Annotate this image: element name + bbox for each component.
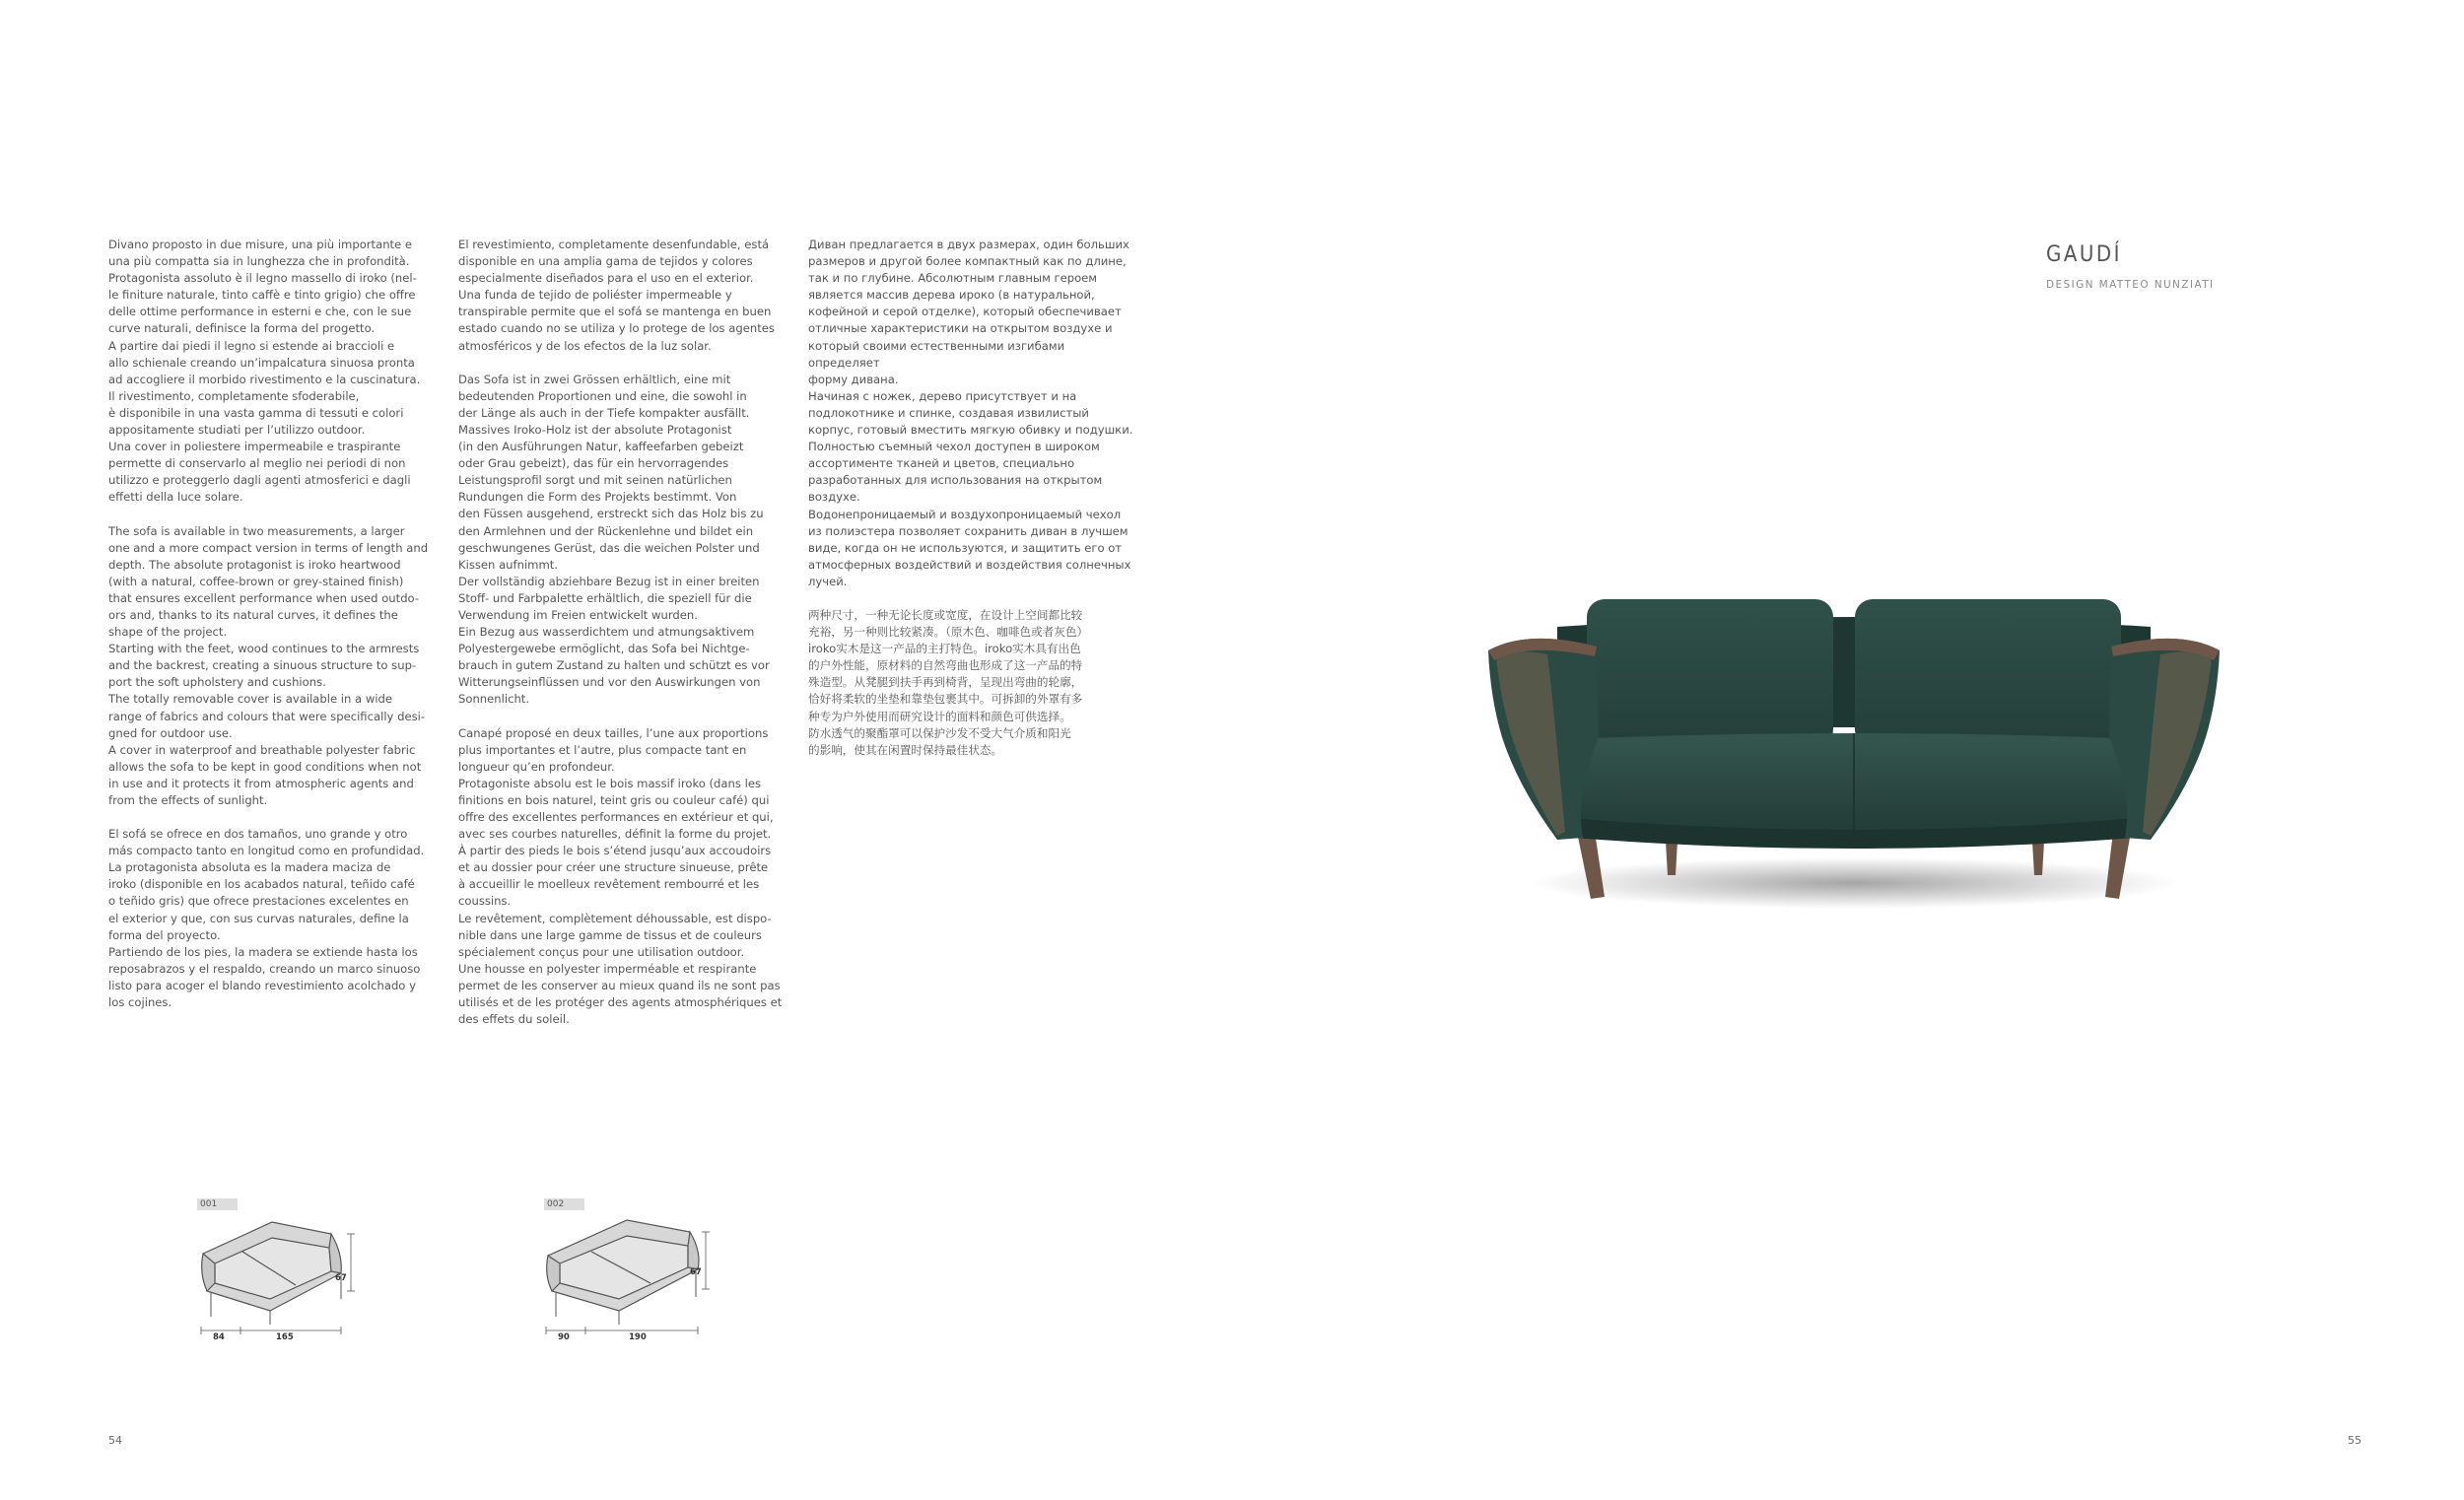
- text-column-1: [108, 237, 439, 1028]
- sofa-diagram-001: [193, 1194, 371, 1342]
- text-column-2: [458, 237, 788, 1045]
- dimension-width: 165: [276, 1332, 294, 1342]
- text-german: Das Sofa ist in zwei Grössen erhältlich, eine mit bedeutenden Proportionen und eine, die sowohl in der Länge als auch in der Tiefe kompakter ausfällt. Massives Iroko-Holz ist der absolute Protagonist (in den Ausführungen Natur, kaffeefarben gebeizt oder Grau gebeizt), das für ein hervorragendes Leistungsprofil sorgt und mit seinen natürlichen Rundungen die Form des Projekts bestimmt. Von den Füssen ausgehend, erstreckt sich das Holz bis zu den Armlehnen und der Rückenlehne und bildet ein geschwungenes Gerüst, das die weichen Polster und Kissen aufnimmt. Der vollständig abziehbare Bezug ist in einer breiten Stoff- und Farbpalette erhältlich, die speziell für die Verwendung im Freien entwickelt wurden. Ein Bezug aus wasserdichtem und atmungsaktivem Polyestergewebe ermöglicht, das Sofa bei Nichtge- brauch in gutem Zustand zu halten und schützt es vor Witterungseinflüssen und vor den Auswirkungen von Sonnenlicht.: [458, 372, 770, 707]
- dimension-width: 190: [629, 1332, 647, 1342]
- text-spanish-part-2: El revestimiento, completamente desenfundable, está disponible en una amplia gama de tejidos y colores especialmente diseñados para el uso en el exterior. Una funda de tejido de poliéster impermeable y transpirable permite que el sofá se mantenga en buen estado cuando no se utiliza y lo protege de los agentes atmosféricos y de los efectos de la luz solar.: [458, 238, 775, 353]
- dimension-depth: 90: [558, 1332, 570, 1342]
- sofa-photo: [1488, 589, 2220, 915]
- text-chinese: 两种尺寸，一种无论长度或宽度，在设计上空间都比较 充裕，另一种则比较紧凑。（原木色、咖啡色或者灰色） iroko实木是这一产品的主打特色。iroko实木具有出色 的户外性能，原材料的自然弯曲也形成了这一产品的特 殊造型。从凳腿到扶手再到椅背，呈现出弯曲的轮廓， 恰好将柔软的坐垫和靠垫包裹其中。可拆卸的外罩有多 种专为户外使用而研究设计的面料和颜色可供选择。 防水透气的聚酯罩可以保护沙发不受大气介质和阳光 的影响，使其在闲置时保持最佳状态。: [808, 607, 1089, 757]
- product-designer: DESIGN MATTEO NUNZIATI: [2046, 279, 2215, 291]
- text-english: The sofa is available in two measurements, a larger one and a more compact version in terms of length and depth. The absolute protagonist is iroko heartwood (with a natural, coffee-brown or grey-stained finish) that ensures excellent performance when used outdo- ors and, thanks to its natural curves, it defines the shape of the project. Starting with the feet, wood continues to the armrests and the backrest, creating a sinuous structure to sup- port the soft upholstery and cushions. The totally removable cover is available in a wide range of fabrics and colours that were specifically desi- gned for outdoor use. A cover in waterproof and breathable polyester fabric allows the sofa to be kept in good conditions when not in use and it protects it from atmospheric agents and from the effects of sunlight.: [108, 523, 429, 807]
- dimension-height: 67: [690, 1267, 702, 1277]
- text-french: Canapé proposé en deux tailles, l’une aux proportions plus importantes et l’autre, plus compacte tant en longueur qu’en profondeur. Protagoniste absolu est le bois massif iroko (dans les finitions en bois naturel, teint gris ou couleur café) qui offre des excellentes performances en extérieur et qui, avec ses courbes naturelles, définit la forme du projet. À partir des pieds le bois s’étend jusqu’aux accoudoirs et au dossier pour créer une structure sinueuse, prête à accueillir le moelleux revêtement rembourré et les coussins. Le revêtement, complètement déhoussable, est dispo- nible dans une large gamme de tissus et de couleurs spécialement conçus pour une utilisation outdoor. Une housse en polyester imperméable et respirante permet de les conserver au mieux quand ils ne sont pas utilisés et de les protéger des agents atmosphériques et des effets du soleil.: [458, 725, 783, 1027]
- dimension-height: 67: [335, 1273, 347, 1283]
- diagram-code: 001: [197, 1198, 238, 1210]
- text-column-3: [808, 237, 1138, 776]
- page-number-right: 55: [2348, 1434, 2361, 1447]
- sofa-outline-icon: [193, 1194, 371, 1342]
- page-number-left: 54: [108, 1434, 122, 1447]
- text-spanish-part-1: El sofá se ofrece en dos tamaños, uno grande y otro más compacto tanto en longitud como en profundidad. La protagonista absoluta es la madera maciza de iroko (disponible en los acabados natural, teñido café o teñido gris) que ofrece prestaciones excelentes en el exterior y que, con sus curvas naturales, define la forma del proyecto. Partiendo de los pies, la madera se extiende hasta los reposabrazos y el respaldo, creando un marco sinuoso listo para acoger el blando revestimiento acolchado y los cojines.: [108, 827, 425, 1010]
- text-russian: Диван предлагается в двух размерах, один больших размеров и другой более компактный как по длине, так и по глубине. Абсолютным главным героем является массив дерева ироко (в натуральной, кофейной и серой отделке), который обеспечивает отличные характеристики на открытом воздухе и который своими естественными изгибами определяет форму дивана. Начиная с ножек, дерево присутствует и на подлокотнике и спинке, создавая извилистый корпус, готовый вместить мягкую обивку и подушки. Полностью съемный чехол доступен в широком ассортименте тканей и цветов, специально разработанных для использования на открытом воздухе. Водонепроницаемый и воздухопроницаемый чехол из полиэстера позволяет сохранить диван в лучшем виде, когда он не используются, и защитить его от атмосферных воздействий и воздействия солнечных лучей.: [808, 238, 1133, 588]
- product-title-block: [2046, 242, 2214, 291]
- text-italian: Divano proposto in due misure, una più importante e una più compatta sia in lunghezza che in profondità. Protagonista assoluto è il legno massello di iroko (nel- le finiture naturale, tinto caffè e tinto grigio) che offre delle ottime performance in esterni e che, con le sue curve naturali, definisce la forma del progetto. A partire dai piedi il legno si estende ai braccioli e allo schienale creando un’impalcatura sinuosa pronta ad accogliere il morbido rivestimento e la cuscinatura. Il rivestimento, completamente sfoderabile, è disponibile in una vasta gamma di tessuti e colori appositamente studiati per l’utilizzo outdoor. Una cover in poliestere impermeabile e traspirante permette di conservarlo al meglio nei periodi di non utilizzo e proteggerlo dagli agenti atmosferici e dagli effetti della luce solare.: [108, 238, 421, 505]
- product-title: GAUDÍ: [2046, 242, 2122, 267]
- sofa-diagram-002: [540, 1194, 718, 1342]
- dimension-depth: 84: [213, 1332, 225, 1342]
- diagram-code: 002: [544, 1198, 584, 1210]
